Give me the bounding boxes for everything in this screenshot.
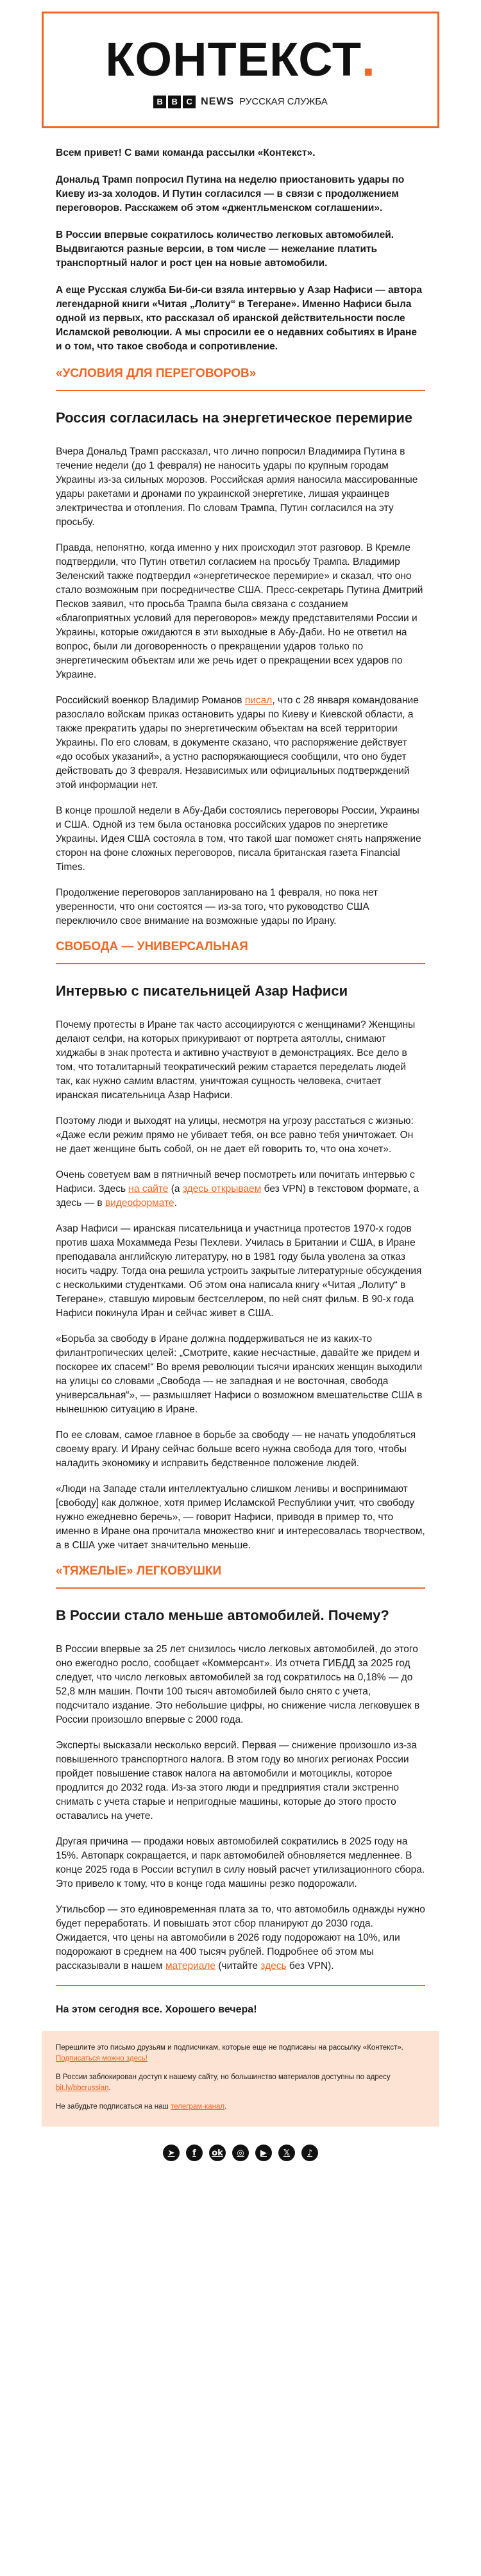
section-kicker: «ТЯЖЕЛЫЕ» ЛЕГКОВУШКИ: [56, 1564, 222, 1578]
x-icon[interactable]: 𝕏: [278, 2145, 295, 2161]
text: Перешлите это письмо друзьям и подписчикам, которые еще не подписаны на рассылку «Контекст».: [56, 2044, 403, 2052]
section-title: В России стало меньше автомобилей. Почему?: [56, 1607, 389, 1623]
paragraph: «Люди на Западе стали интеллектуально слишком ленивы и воспринимают [свободу] как должное, хотя пример Исламской Республики учит, что свободу нужно ежедневно беречь», — говорит Нафиси, приводя в пример то, что именно в Иране она прочитала множество книг и интересовалась творчеством, а в США уже читает значительно меньше.: [56, 1484, 425, 1551]
intro-paragraph: В России впервые сократилось количество легковых автомобилей. Выдвигаются разные версии, в том числе — нежелание платить транспортный налог и рост цен на новые автомобили.: [56, 230, 394, 269]
text: В России заблокирован доступ к нашему сайту, но большинство материалов доступны по адресу: [56, 2073, 391, 2081]
text: (а: [168, 1183, 183, 1194]
paragraph: [56, 1168, 425, 1210]
bbc-letter: B: [153, 96, 166, 108]
text: Российский военкор Владимир Романов: [56, 695, 245, 706]
tiktok-icon[interactable]: ♪: [301, 2145, 318, 2161]
paragraph: [56, 1903, 425, 1973]
article-link[interactable]: материале: [165, 1961, 216, 1971]
paragraph: Правда, непонятно, когда именно у них происходил этот разговор. В Кремле подтвердили, что Путин ответил согласием на просьбу Трампа. Владимир Зеленский также подтвердил «энергетическое перемирие» и сказал, что оно стало возможным при посредничестве США. Пресс-секретарь Путина Дмитрий Песков заявил, что просьба Трампа была связана с созданием «благоприятных условий для переговоров» между представителями России и Украины, которые ожидаются в эти выходные в Абу-Даби. Но не ответил на вопрос, были ли договоренность о прекращении ударов только по энергетическим объектам или же речь идет о прекращении всех ударов по Украине.: [56, 542, 423, 680]
subscribe-link[interactable]: Подписаться можно здесь!: [56, 2055, 148, 2062]
paragraph: Азар Нафиси — иранская писательница и участница протестов 1970-х годов против шаха Мохаммеда Резы Пехлеви. Училась в Британии и США, в Иране преподавала английскую литературу, но в 1981 году была уволена за отказ носить чадру. Тогда она решила устроить закрытые литературные обсуждения с несколькими студентками. Об этом она написала книгу «Читая „Лолиту“ в Тегеране», ставшую мировым бестселлером, по ней снят фильм. В 90-х года Нафиси покинула Иран и сейчас живет в США.: [56, 1223, 422, 1319]
section-title: Россия согласилась на энергетическое перемирие: [56, 410, 413, 426]
telegram-channel-link[interactable]: телеграм-канал: [170, 2103, 225, 2111]
facebook-icon[interactable]: f: [186, 2145, 203, 2161]
section-body: [56, 1643, 425, 1973]
bbc-brandline: [153, 96, 328, 108]
text: , что с 28 января командование разослало войскам приказ остановить удары по Киеву и Киевской области, а также прекратить удары по энергетическим объектам на всей территории Украины. По его словам, в документе сказано, что распоряжение действует «до особых указаний», а устно распоряжающиеся сообщили, что оно будет действовать до 3 февраля. Независимых или официальных подтверждений этой информации нет.: [56, 695, 419, 790]
source-link[interactable]: писал: [244, 695, 273, 706]
section-title: Интервью с писательницей Азар Нафиси: [56, 983, 348, 999]
paragraph: Другая причина — продажи новых автомобилей сократились в 2025 году на 15%. Автопарк сокращается, и парк автомобилей обновляется медленнее. В конце 2025 года в России вступил в силу новый расчет утилизационного сбора. Это привело к тому, что в конце года машины резко подорожали.: [56, 1836, 425, 1889]
signoff: На этом сегодня все. Хорошего вечера!: [56, 2004, 257, 2015]
intro-paragraph: А еще Русская служба Би-би-си взяла интервью у Азар Нафиси — автора легендарной книги «Читая „Лолиту“ в Тегеране». Именно Нафиси была одной из первых, кто рассказал об иранской действительности после Исламской революции. А мы спросили ее о недавних событиях в Иране и о том, что такое свобода и сопротивление.: [56, 285, 423, 352]
footer-paragraph: [56, 2043, 425, 2064]
site-link[interactable]: на сайте: [128, 1183, 169, 1194]
bbc-letter: C: [183, 96, 196, 108]
paragraph: Почему протесты в Иране так часто ассоциируются с женщинами? Женщины делают селфи, на которых прикуривают от портрета аятоллы, снимают хиджабы в знак протеста и активно участвуют в демонстрациях. Все дело в том, что тоталитарный теократический режим старается переделать людей так, как нужно самим властям, уничтожая сущность человека, считает иранская писательница Азар Нафиси.: [56, 1019, 416, 1101]
news-label: NEWS: [201, 96, 235, 107]
intro: [56, 146, 425, 354]
section-body: [56, 445, 425, 928]
odnoklassniki-icon[interactable]: ok: [209, 2145, 226, 2161]
mirror-site-link[interactable]: bit.ly/bbcrussian: [56, 2084, 109, 2092]
section-divider: [56, 963, 425, 964]
video-link[interactable]: видеоформате: [105, 1198, 174, 1209]
text: Утильсбор — это единовременная плата за то, что автомобиль однажды нужно будет переработать. И повышать этот сбор планируют до 2030 года. Ожидается, что цены на автомобили в 2026 году подорожают на 10%, или подорожают в среднем на 400 тысяч рублей. Подробнее об этом мы рассказывали в нашем: [56, 1904, 425, 1971]
instagram-icon[interactable]: ◎: [232, 2145, 249, 2161]
youtube-icon[interactable]: ▶: [255, 2145, 272, 2161]
intro-paragraph: Дональд Трамп попросил Путина на неделю приостановить удары по Киеву из-за холодов. И Путин согласился — в связи с продолжением переговоров. Расскажем об этом «джентльменском соглашении».: [56, 174, 405, 213]
paragraph: По ее словам, самое главное в борьбе за свободу — не начать уподобляться своему врагу. И Ирану сейчас больше всего нужна свобода для того, чтобы наладить экономику и исправить бедственное положение людей.: [56, 1430, 416, 1469]
section-body: [56, 1018, 425, 1553]
telegram-icon[interactable]: ➤: [163, 2145, 180, 2161]
paragraph: [56, 694, 425, 792]
section-kicker: СВОБОДА — УНИВЕРСАЛЬНАЯ: [56, 940, 248, 953]
bbc-logo: [153, 96, 196, 108]
bbc-letter: B: [168, 96, 181, 108]
section-divider: [56, 390, 425, 391]
text: .: [174, 1198, 177, 1209]
logo-text: КОНТЕКСТ: [105, 32, 362, 86]
intro-greeting: Всем привет! С вами команда рассылки «Контекст».: [56, 147, 316, 158]
section-divider: [56, 1985, 425, 1986]
text: без VPN) в текстовом формате, а здесь — в: [56, 1183, 419, 1209]
text: Не забудьте подписаться на наш: [56, 2103, 171, 2111]
text: .: [108, 2084, 111, 2092]
footer-box: [42, 2031, 439, 2127]
paragraph: Вчера Дональд Трамп рассказал, что лично попросил Владимира Путина в течение недели (до 1 февраля) не наносить удары по крупным городам Украины из-за сильных морозов. Российская армия наносила массированные удары ракетами и дронами по украинской энергетике, лишая украинцев электричества и отопления. По словам Трампа, Путин согласился на эту просьбу.: [56, 446, 418, 528]
header-banner: [42, 12, 439, 128]
paragraph: Эксперты высказали несколько версий. Первая — снижение произошло из-за повышенного транспортного налога. В этом году во многих регионах России пройдет повышение ставок налога на автомобили и мотоциклы, которое продлится до 2032 года. Из-за этого люди и предприятия стали экстренно снимать с учета старые и непригодные машины, которые до этого просто оставались на учете.: [56, 1740, 418, 1821]
social-links: [42, 2145, 439, 2161]
newsletter: [42, 12, 439, 2161]
mirror-link[interactable]: здесь открываем: [182, 1183, 262, 1194]
paragraph: «Борьба за свободу в Иране должна поддерживаться не из каких-то филантропических целей: „Смотрите, какие несчастные, давайте же придем и поскорее их спасем!“ Во время революции тысячи иранских женщин выходили на улицы со словами „Свобода — не западная и не восточная, свобода универсальная“», — размышляет Нафиси о возможном вмешательстве США в нынешнюю ситуацию в Иране.: [56, 1334, 423, 1415]
section-kicker: «УСЛОВИЯ ДЛЯ ПЕРЕГОВОРОВ»: [56, 367, 257, 380]
section-divider: [56, 1587, 425, 1589]
text: Очень советуем вам в пятничный вечер посмотреть или почитать интервью с Нафиси. Здесь: [56, 1169, 415, 1194]
footer-paragraph: [56, 2102, 425, 2112]
paragraph: Продолжение переговоров запланировано на 1 февраля, но пока нет уверенности, что они состоятся — из-за того, что руководство США переключило свое внимание на возможные удары по Ирану.: [56, 887, 378, 926]
service-label: РУССКАЯ СЛУЖБА: [239, 96, 328, 107]
mirror-link[interactable]: здесь: [260, 1961, 287, 1971]
text: без VPN).: [286, 1961, 334, 1971]
text: .: [224, 2103, 227, 2111]
logo-dot: .: [362, 32, 376, 86]
paragraph: В России впервые за 25 лет снизилось число легковых автомобилей, до этого оно ежегодно росло, сообщает «Коммерсант». Из отчета ГИБДД за 2025 год следует, что число легковых автомобилей за год сократилось на 0,18% — до 52,8 млн машин. Почти 100 тысяч автомобилей было снято с учета, подсчитало издание. Это небольшие цифры, но снижение числа легковушек в России произошло впервые с 2000 года.: [56, 1644, 420, 1725]
kontekst-logo: [105, 32, 375, 87]
paragraph: В конце прошлой недели в Абу-Даби состоялись переговоры России, Украины и США. Одной из тем была остановка российских ударов по энергетике Украины. Идея США состояла в том, что такой шаг поможет снять напряжение сторон на фоне сложных переговоров, писала британская газета Financial Times.: [56, 805, 421, 873]
text: (читайте: [215, 1961, 261, 1971]
paragraph: Поэтому люди и выходят на улицы, несмотря на угрозу расстаться с жизнью: «Даже если режим прямо не убивает тебя, он все равно тебя уничтожает. Он не дает женщине быть собой, он не дает ей говорить то, что она хочет».: [56, 1116, 414, 1155]
footer-paragraph: [56, 2072, 425, 2094]
